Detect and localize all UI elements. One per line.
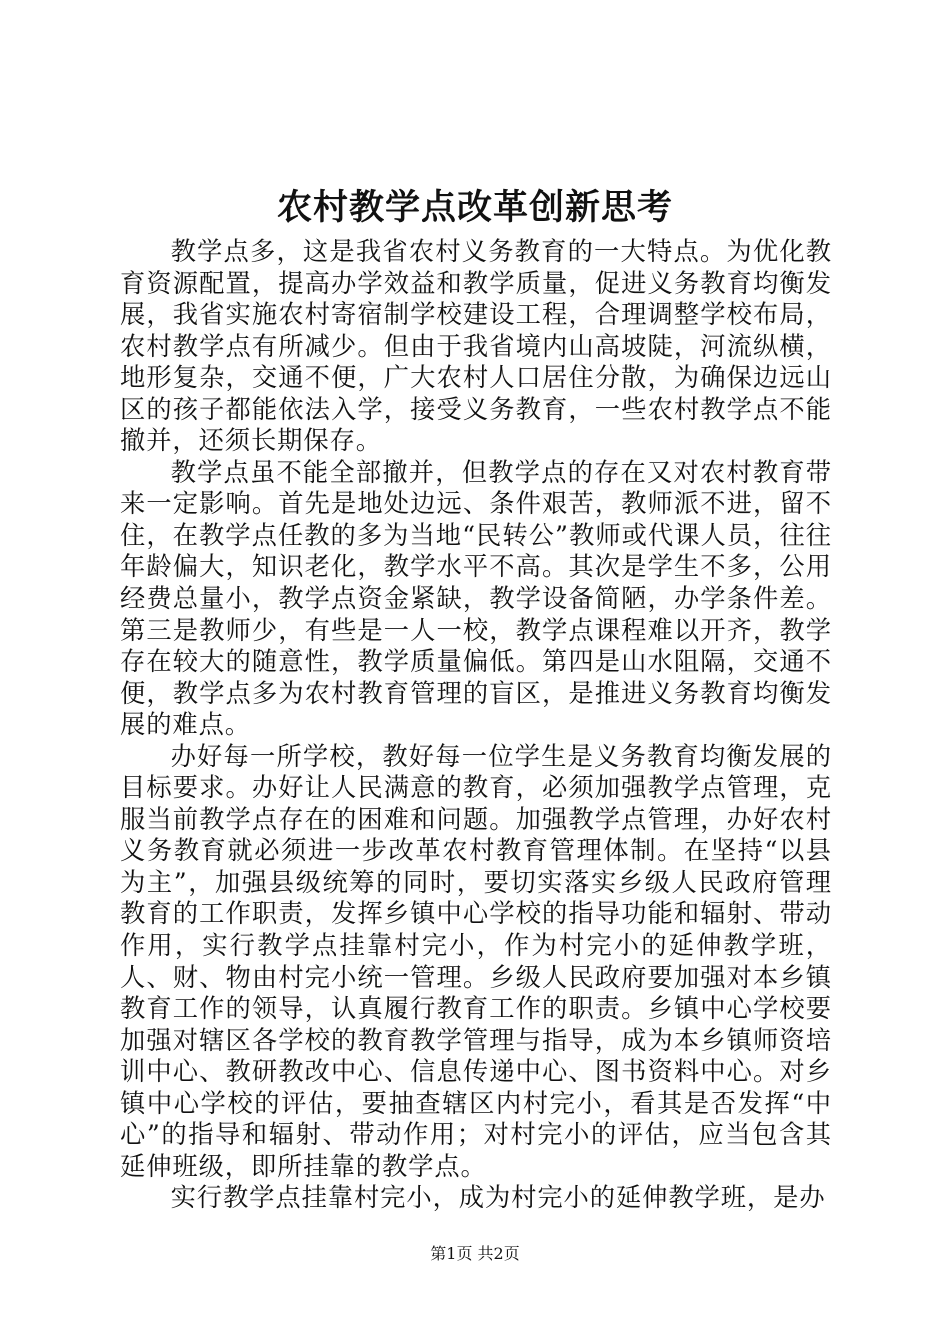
- page-number-label: 第1页 共2页: [430, 1244, 520, 1263]
- page-footer: [0, 1244, 950, 1264]
- paragraph-4: 实行教学点挂靠村完小，成为村完小的延伸教学班，是办: [170, 1183, 826, 1213]
- document-body: [120, 236, 832, 1214]
- paragraph-1: 教学点多，这是我省农村义务教育的一大特点。为优化教育资源配置，提高办学效益和教学质量，促进义务教育均衡发展，我省实施农村寄宿制学校建设工程，合理调整学校布局，农村教学点有所减少。但由于我省境内山高坡陡，河流纵横，地形复杂，交通不便，广大农村人口居住分散，为确保边远山区的孩子都能依法入学，接受义务教育，一些农村教学点不能撤并，还须长期保存。: [120, 237, 832, 456]
- document-title: 农村教学点改革创新思考: [276, 187, 673, 228]
- paragraph-3: 办好每一所学校，教好每一位学生是义务教育均衡发展的目标要求。办好让人民满意的教育，必须加强教学点管理，克服当前教学点存在的困难和问题。加强教学点管理，办好农村义务教育就必须进一步改革农村教育管理体制。在坚持“以县为主”，加强县级统筹的同时，要切实落实乡级人民政府管理教育的工作职责，发挥乡镇中心学校的指导功能和辐射、带动作用，实行教学点挂靠村完小，作为村完小的延伸教学班，人、财、物由村完小统一管理。乡级人民政府要加强对本乡镇教育工作的领导，认真履行教育工作的职责。乡镇中心学校要加强对辖区各学校的教育教学管理与指导，成为本乡镇师资培训中心、教研教改中心、信息传递中心、图书资料中心。对乡镇中心学校的评估，要抽查辖区内村完小，看其是否发挥“中心”的指导和辐射、带动作用；对村完小的评估，应当包含其延伸班级，即所挂靠的教学点。: [120, 741, 832, 1181]
- paragraph-2: 教学点虽不能全部撤并，但教学点的存在又对农村教育带来一定影响。首先是地处边远、条件艰苦，教师派不进，留不住，在教学点任教的多为当地“民转公”教师或代课人员，往往年龄偏大，知识老化，教学水平不高。其次是学生不多，公用经费总量小，教学点资金紧缺，教学设备简陋，办学条件差。第三是教师少，有些是一人一校，教学点课程难以开齐，教学存在较大的随意性，教学质量偏低。第四是山水阻隔，交通不便，教学点多为农村教育管理的盲区，是推进义务教育均衡发展的难点。: [120, 457, 832, 740]
